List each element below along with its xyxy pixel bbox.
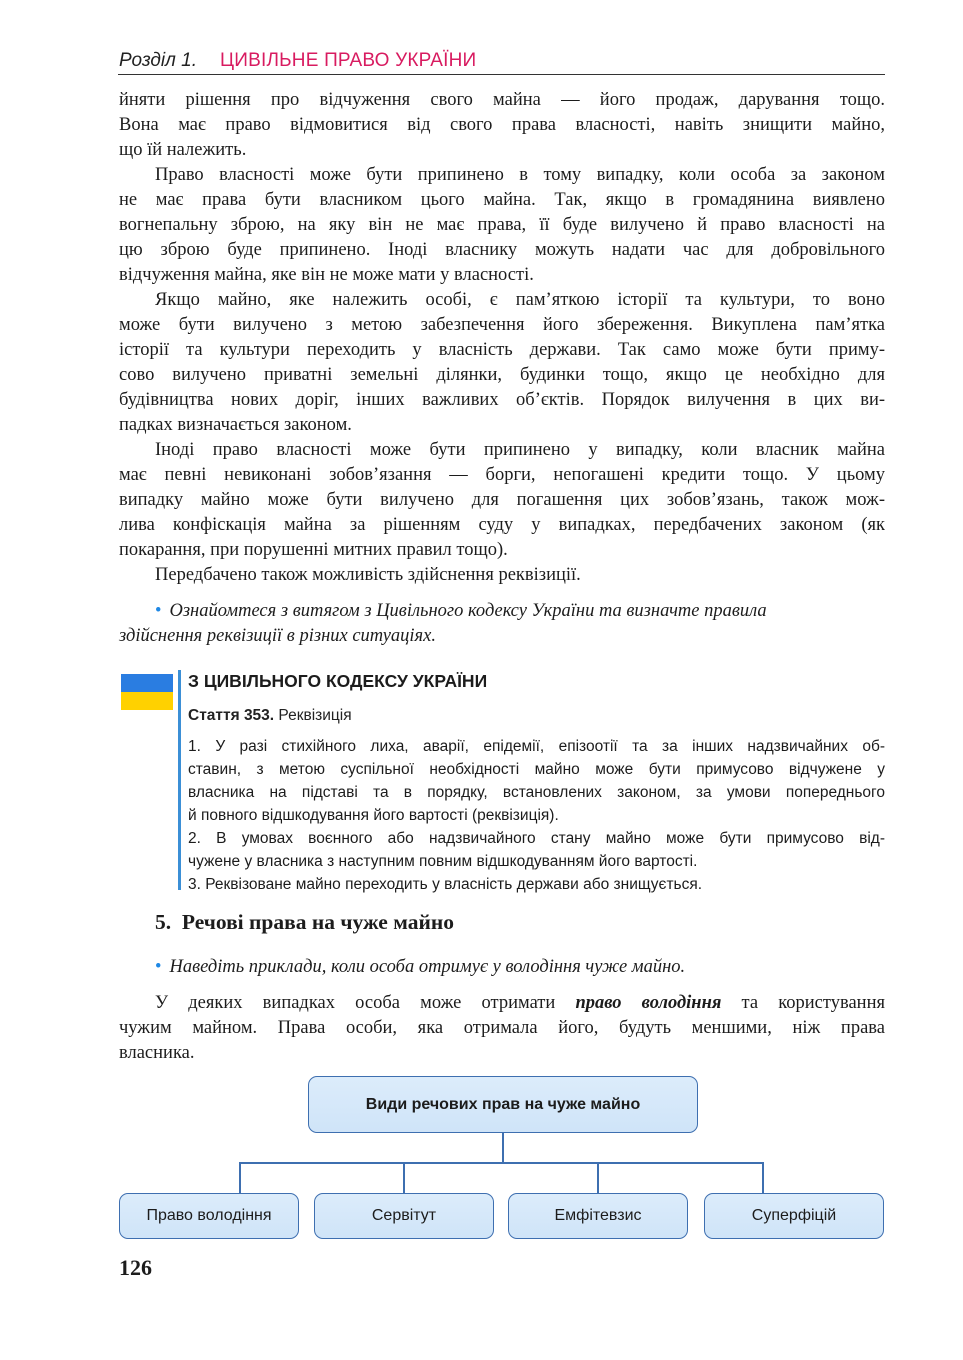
text-line: історії та культури переходить у власність держави. Так само може бути приму- xyxy=(119,340,885,360)
chapter-title: ЦИВІЛЬНЕ ПРАВО УКРАЇНИ xyxy=(220,50,477,71)
text-line: покарання, при порушенні митних правил тощо). xyxy=(119,540,508,560)
task-text-line: Наведіть приклади, коли особа отримує у володіння чуже майно. xyxy=(169,957,686,977)
section-title: Речові права на чуже майно xyxy=(181,910,454,934)
text-line: Іноді право власності може бути припинено у випадку, коли власник майна xyxy=(155,440,885,460)
text-line: Передбачено також можливість здійснення реквізиції. xyxy=(155,565,581,585)
article-text-line: 1. У разі стихійного лиха, аварії, епідемії, епізоотії та за інших надзвичайних об- xyxy=(188,738,885,755)
body-text-final xyxy=(119,991,885,1066)
article-text-line: 2. В умовах воєнного або надзвичайного стану майно може бути примусово від- xyxy=(188,830,885,847)
ukraine-flag-icon-lower xyxy=(121,692,173,710)
header-divider xyxy=(118,74,885,75)
bullet-icon: • xyxy=(155,957,162,977)
ukraine-flag-icon xyxy=(121,674,173,692)
article-text-line: чужене у власника з наступним повним відшкодуванням його вартості. xyxy=(188,853,698,870)
diagram-connector xyxy=(403,1162,405,1193)
task-text-line: Ознайомтеся з витягом з Цивільного кодексу України та визначте правила xyxy=(169,601,767,621)
article-text-line: власника на підставі та в порядку, встановлених законом, за умови попереднього xyxy=(188,784,885,801)
diagram-box-possession: Право володіння xyxy=(119,1193,299,1239)
text-line: не має права бути власником цього майна. Так, якщо в громадянина виявлено xyxy=(119,190,885,210)
diagram-box-superficies: Суперфіцій xyxy=(704,1193,884,1239)
diagram-connector xyxy=(239,1162,764,1164)
article-text-line: ставин, з метою суспільної необхідності майно може бути примусово відчужене у xyxy=(188,761,885,778)
text-line: вогнепальну зброю, на яку він не має права, її буде вилучено й право власності на xyxy=(119,215,885,235)
text-line: може бути вилучено з метою забезпечення його збереження. Викуплена пам’ятка xyxy=(119,315,885,335)
article-heading xyxy=(188,707,352,725)
text-line: Право власності може бути припинено в тому випадку, коли особа за законом xyxy=(155,165,885,185)
text-line: Якщо майно, яке належить особі, є пам’яткою історії та культури, то воно xyxy=(155,290,885,310)
text-line: випадку майно може бути вилучено для погашення цих зобов’язань, також мож- xyxy=(119,490,885,510)
diagram-connector xyxy=(597,1162,599,1193)
text-line xyxy=(119,991,885,1016)
text-line: будівництва нових доріг, інших важливих об’єктів. Порядок вилучення в цих ви- xyxy=(119,390,885,410)
text-line: чужим майном. Права особи, яка отримала його, будуть меншими, ніж права xyxy=(119,1018,885,1038)
article-number: Стаття 353. xyxy=(188,707,275,724)
bullet-icon: • xyxy=(155,601,162,621)
excerpt-accent-bar xyxy=(178,670,181,890)
text-line: відчуження майна, яке він не може мати у власності. xyxy=(119,265,534,285)
section-number: 5. xyxy=(155,910,172,934)
text-line: має певні невиконані зобов’язання — борги, непогашені кредити тощо. У цьому xyxy=(119,465,885,485)
term-emphasis: право володіння xyxy=(575,993,722,1013)
article-text-line: 3. Реквізоване майно переходить у власність держави або знищується. xyxy=(188,876,703,893)
text-line: лива конфіскація майна за рішенням суду у випадках, передбачених законом (як xyxy=(119,515,885,535)
diagram-connector xyxy=(762,1162,764,1193)
text-fragment: та користування xyxy=(721,993,885,1013)
text-fragment: У деяких випадках особа може отримати xyxy=(155,993,576,1013)
diagram-connector xyxy=(239,1162,241,1193)
text-line: власника. xyxy=(119,1043,195,1063)
text-line: падках визначається законом. xyxy=(119,415,352,435)
article-text xyxy=(188,735,885,896)
text-line: Вона має право відмовитися від свого права власності, навіть знищити майно, xyxy=(119,115,885,135)
diagram-root-box: Види речових прав на чуже майно xyxy=(308,1076,698,1133)
text-line: сово вилучено приватні земельні ділянки, будинки тощо, якщо це необхідно для xyxy=(119,365,885,385)
diagram-connector xyxy=(502,1133,504,1163)
task-instruction-examples xyxy=(155,955,885,980)
section-heading xyxy=(155,910,454,935)
diagram-box-servitude: Сервітут xyxy=(314,1193,494,1239)
text-line: що їй належить. xyxy=(119,140,247,160)
task-instruction-code xyxy=(119,599,885,649)
diagram-box-emphyteusis: Емфітевзис xyxy=(508,1193,688,1239)
body-text xyxy=(119,88,885,588)
excerpt-title: З ЦИВІЛЬНОГО КОДЕКСУ УКРАЇНИ xyxy=(188,671,488,691)
article-name: Реквізиція xyxy=(278,707,352,724)
article-text-line: й повного відшкодування його вартості (реквізиція). xyxy=(188,807,559,824)
task-text-line: здійснення реквізиції в різних ситуаціях. xyxy=(119,626,436,646)
chapter-label: Розділ 1. xyxy=(119,50,197,71)
text-line: йняти рішення про відчуження свого майна — його продаж, дарування тощо. xyxy=(119,90,885,110)
text-line: цю зброю буде припинено. Іноді власнику можуть надати час для добровільного xyxy=(119,240,885,260)
page-number: 126 xyxy=(119,1255,152,1280)
